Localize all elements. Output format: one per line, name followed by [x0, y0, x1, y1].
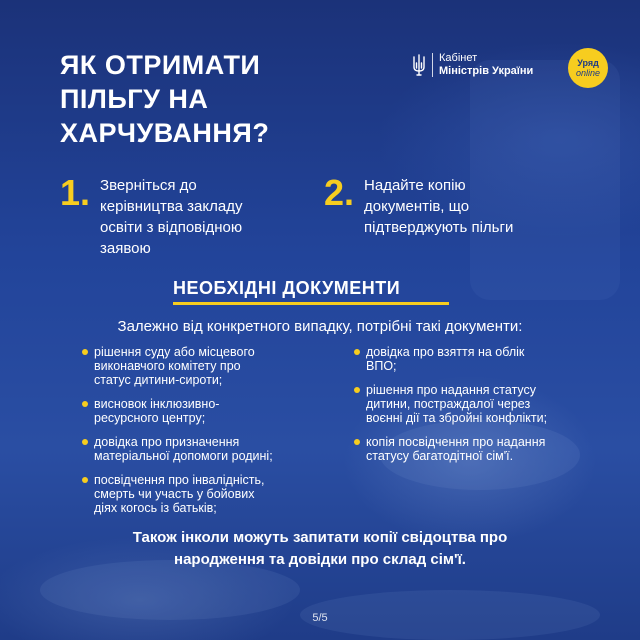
uryad-logo-line: online: [575, 68, 601, 78]
step-text-line: заявою: [100, 240, 151, 257]
title-line: ЯК ОТРИМАТИ: [60, 50, 261, 80]
list-item: [82, 435, 327, 463]
step-text-line: підтверджують пільги: [364, 219, 514, 236]
list-item-line: копія посвідчення про надання: [366, 435, 546, 449]
bullet-icon: [354, 439, 360, 445]
list-item: [354, 435, 599, 463]
documents-list-right: [354, 345, 599, 473]
step-text-line: керівництва закладу: [100, 198, 243, 215]
step-text-line: освіти з відповідною: [100, 219, 243, 236]
step-text: [364, 175, 513, 238]
logo-divider: [432, 53, 433, 77]
step-text-line: Зверніться до: [100, 177, 197, 194]
list-item: [82, 473, 327, 515]
list-item-line: ресурсного центру;: [94, 411, 206, 425]
documents-heading: НЕОБХІДНІ ДОКУМЕНТИ: [173, 278, 401, 298]
bullet-icon: [82, 349, 88, 355]
bullet-icon: [82, 439, 88, 445]
list-item-line: рішення про надання статусу: [366, 383, 537, 397]
step-number: 1.: [60, 172, 91, 213]
list-item: [82, 345, 327, 387]
documents-intro: Залежно від конкретного випадку, потрібні такі документи:: [117, 318, 523, 335]
list-item-line: діях когось із батьків;: [94, 501, 217, 515]
list-item-line: статусу багатодітної сім'ї.: [366, 449, 514, 463]
uryad-online-logo: [568, 48, 608, 88]
step-text: [100, 175, 242, 259]
cabinet-logo-text: [439, 52, 533, 78]
bullet-icon: [354, 349, 360, 355]
list-item-line: смерть чи участь у бойових: [94, 487, 255, 501]
list-item-line: довідка про взяття на облік: [366, 345, 525, 359]
footnote: [0, 527, 640, 571]
list-item-line: рішення суду або місцевого: [94, 345, 255, 359]
list-item: [354, 345, 599, 373]
step-number: 2.: [324, 172, 355, 213]
list-item-line: воєнні дії та збройні конфлікти;: [366, 411, 548, 425]
trident-icon: [412, 54, 426, 76]
cabinet-logo-line: Кабінет: [439, 52, 478, 64]
uryad-logo-line: Уряд: [577, 58, 599, 68]
bullet-icon: [354, 387, 360, 393]
documents-list-left: [82, 345, 327, 525]
step-one: [60, 172, 243, 259]
list-item-line: статус дитини-сироти;: [94, 373, 223, 387]
step-text-line: Надайте копію: [364, 177, 466, 194]
step-text-line: документів, що: [364, 198, 470, 215]
footnote-line: Також інколи можуть запитати копії свідоцтва про: [132, 529, 508, 546]
cabinet-logo-line: Міністрів України: [439, 65, 534, 77]
list-item-line: посвідчення про інвалідність,: [94, 473, 265, 487]
documents-heading-underline: [173, 302, 449, 305]
step-two: [324, 172, 514, 238]
footnote-line: народження та довідки про склад сім'ї.: [174, 551, 466, 568]
list-item: [82, 397, 327, 425]
list-item: [354, 383, 599, 425]
list-item-line: дитини, постраждалої через: [366, 397, 531, 411]
page-indicator: 5/5: [312, 612, 328, 624]
title-line: ХАРЧУВАННЯ?: [60, 118, 270, 148]
list-item-line: виконавчого комітету про: [94, 359, 241, 373]
list-item-line: довідка про призначення: [94, 435, 240, 449]
page-title: [60, 48, 360, 150]
bullet-icon: [82, 477, 88, 483]
title-line: ПІЛЬГУ НА: [60, 84, 209, 114]
list-item-line: матеріальної допомоги родині;: [94, 449, 273, 463]
list-item-line: висновок інклюзивно-: [94, 397, 220, 411]
bullet-icon: [82, 401, 88, 407]
list-item-line: ВПО;: [366, 359, 397, 373]
cabinet-of-ministers-logo: [412, 52, 533, 78]
